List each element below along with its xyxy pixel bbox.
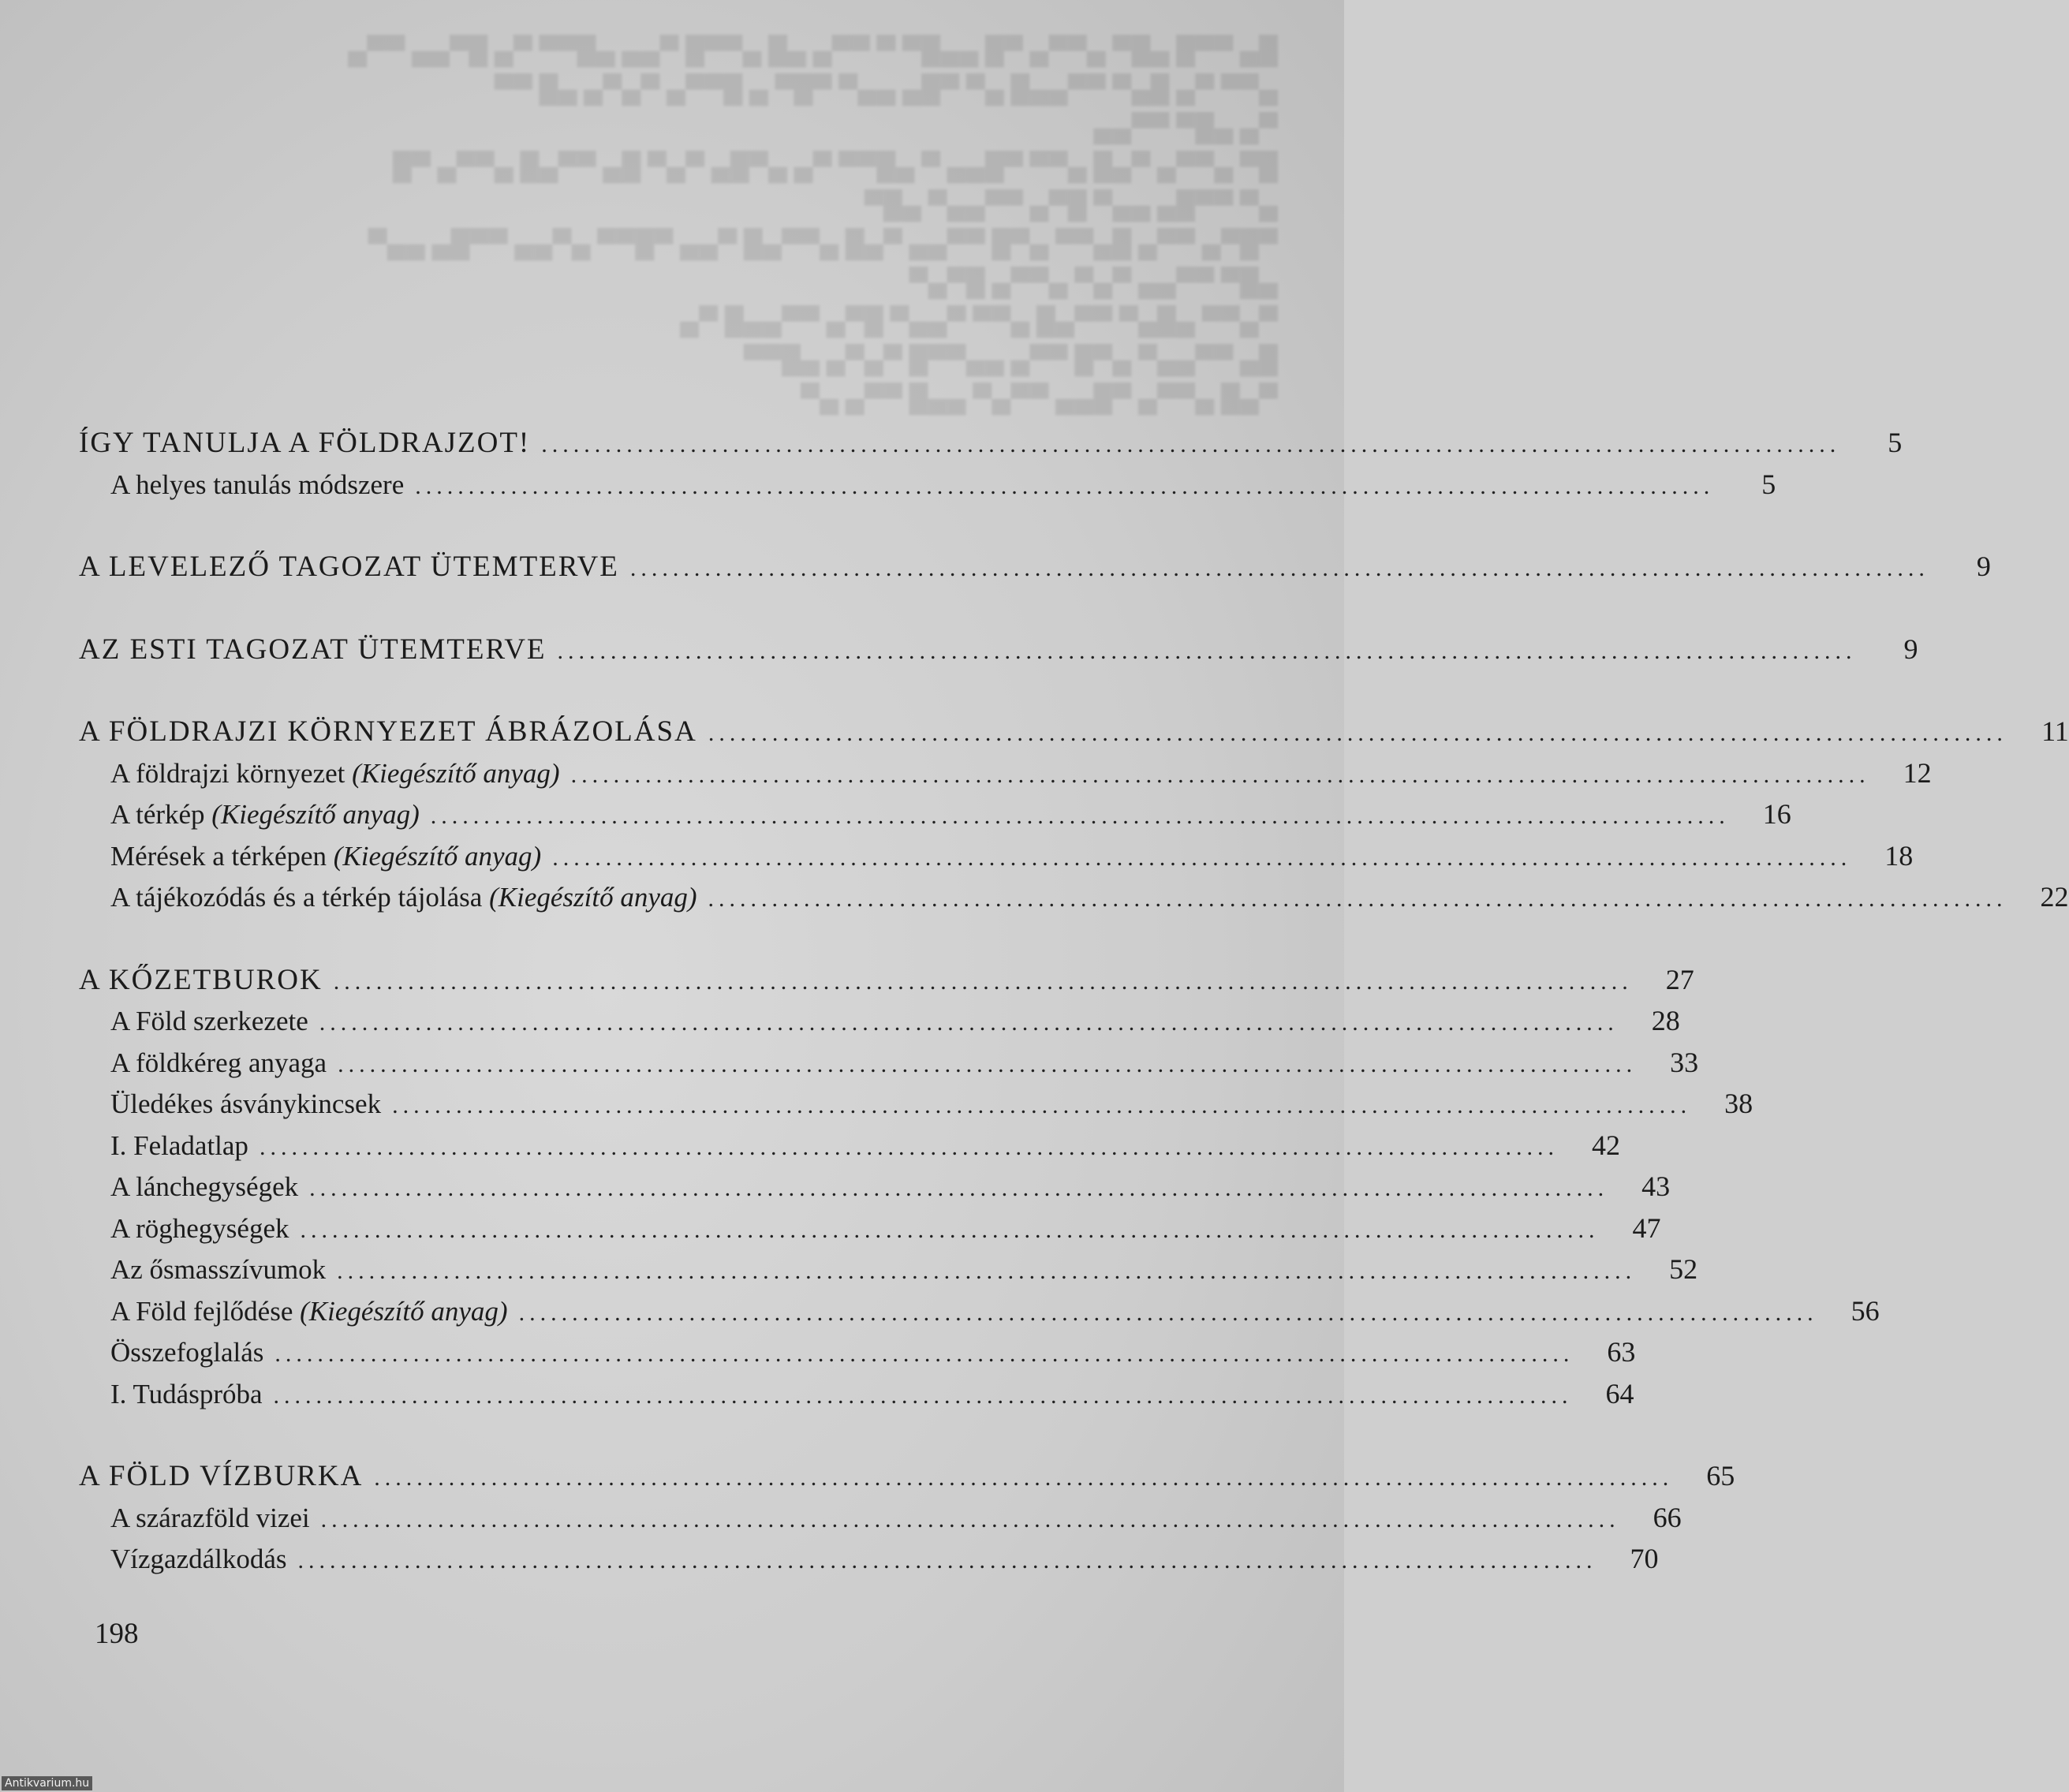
toc-item-title: I. Feladatlap <box>110 1129 248 1161</box>
dot-leader: .......................................................................................................................... <box>557 637 1857 664</box>
toc-item[interactable] <box>79 756 1932 798</box>
toc-item-title: A földkéreg anyaga <box>110 1047 327 1078</box>
toc-item-title: Üledékes ásványkincsek <box>110 1088 382 1119</box>
toc-item-title: A röghegységek <box>110 1212 289 1244</box>
toc-item[interactable] <box>79 880 2069 922</box>
dot-leader: .......................................................................................................................... <box>708 886 2007 912</box>
toc-section-title: A KŐZETBUROK <box>79 963 323 996</box>
dot-leader: .......................................................................................................................... <box>541 431 1841 457</box>
dot-leader: .......................................................................................................................... <box>319 1010 1619 1036</box>
watermark: Antikvarium.hu <box>2 1776 92 1790</box>
toc-section-geographic-environment[interactable] <box>79 715 2069 756</box>
toc-item-title: Összefoglalás <box>110 1337 264 1368</box>
dot-leader: .......................................................................................................................... <box>374 1465 1674 1491</box>
supplementary-note: (Kiegészítő anyag) <box>333 840 542 872</box>
dot-leader: .......................................................................................................................... <box>430 803 1730 829</box>
toc-page-number: 28 <box>1651 1005 1680 1036</box>
toc-item[interactable] <box>79 1087 1753 1129</box>
toc-item[interactable] <box>79 839 1914 881</box>
toc-section-title: AZ ESTI TAGOZAT ÜTEMTERVE <box>79 633 547 666</box>
toc-item[interactable] <box>79 1253 1698 1294</box>
toc-page-number: 11 <box>2041 715 2069 747</box>
table-of-contents <box>79 426 2069 1584</box>
dot-leader: .......................................................................................................................... <box>415 472 1715 499</box>
toc-section-correspondence-schedule[interactable] <box>79 550 1991 592</box>
toc-section-lithosphere[interactable] <box>79 963 1694 1005</box>
toc-section-learning[interactable] <box>79 426 1903 468</box>
toc-section-evening-schedule[interactable] <box>79 633 1918 674</box>
dot-leader: .......................................................................................................................... <box>274 1341 1574 1367</box>
dot-leader: .......................................................................................................................... <box>309 1175 1609 1201</box>
dot-leader: .......................................................................................................................... <box>337 1258 1637 1284</box>
supplementary-note: (Kiegészítő anyag) <box>211 799 420 830</box>
toc-item[interactable] <box>79 1542 1659 1584</box>
toc-section-title: A FÖLDRAJZI KÖRNYEZET ÁBRÁZOLÁSA <box>79 715 697 748</box>
toc-page-number: 16 <box>1762 798 1791 830</box>
dot-leader: .......................................................................................................................... <box>552 844 1852 871</box>
dot-leader: .......................................................................................................................... <box>392 1092 1692 1118</box>
toc-page-number: 43 <box>1641 1170 1671 1202</box>
toc-page-number: 66 <box>1653 1501 1682 1533</box>
toc-page-number: 42 <box>1591 1129 1620 1161</box>
toc-page-number: 63 <box>1607 1336 1636 1368</box>
toc-item-title: A Föld szerkezete <box>110 1006 308 1036</box>
dot-leader: .......................................................................................................................... <box>297 1547 1597 1574</box>
toc-page-number: 9 <box>1976 551 1991 582</box>
toc-item[interactable] <box>79 1129 1620 1170</box>
toc-page-number: 64 <box>1605 1377 1634 1409</box>
show-through-text: █▄ ▀▀█ ▄█▀ ▄▀▀▄ ▀█ ▄▄█▀ ▀ ▀▀▄ ▄█ ▄▀▀█ ▀▄▄ ▄█▀▀ ▀▄ █▀▄▄ ▀▀▄ ▄▀▀ ▀▄ █▄▀ ▀▀▄▄█ ▄▀ ▀█▄ ▄▄▀ ▀█▀ ▄ █▀▀▄ ▀▄▀▄ ▄█ ▀▀ ▀▄ ▄█▀ ▀▀▄▄ █▀ ▄▀▀▄ ▀▄█ ▄▀▀ ▀█▄▄ ▀ ▄█▀▀ ▀▄ ▄▀█▄ ▀▄▀ █▄ ▀▀▄█ ▄▀▀▄ ▀█ ▄▀ ▀▀█▄ ▄▄▀ █▀▄ ▀▀▄▄▀ ▄█▀ ▀█▀▄ ▀▀▄ █▄▀▀ ▄▀█ ▀▀▄▄ ▀▄█ ▄▀▀▄█ ▀▄▄ ▀█▀▀ ▄▀▄▄ ▀▀█▄ ▄▄▀ ▄█▀ ▀▀▄▄ ▀▄▀ ▄▀▀▄ █▀▄▀ ▀▄▀▀ ▄█▄▀ ▀▀▄█ ▄▀▀ ▀▄▄▀ █▀▄ ▀▀▄▄█ ▀▄ █▄ ▀▀▄▄▀ ▄▀█ ▀▀▄ ▄▄▀▀█ ▀▄▀▄ ▄█▀▀ ▀▄█ ▄▀▀▄ ▀█▄▄ ▀▀▄▀ ▄▄█ ▀▀▄ ▄▀ <box>348 36 1278 413</box>
toc-item[interactable] <box>79 797 1791 839</box>
toc-page-number: 56 <box>1851 1294 1880 1327</box>
toc-item[interactable] <box>79 1004 1680 1046</box>
toc-item-title: I. Tudáspróba <box>110 1378 263 1409</box>
toc-item-title: Mérések a térképen (Kiegészítő anyag) <box>110 840 542 872</box>
toc-item-title: A térkép (Kiegészítő anyag) <box>110 799 420 830</box>
toc-page-number: 27 <box>1665 963 1694 995</box>
dot-leader: .......................................................................................................................... <box>273 1382 1573 1409</box>
toc-item[interactable] <box>79 1501 1682 1543</box>
dot-leader: .......................................................................................................................... <box>338 1051 1638 1077</box>
toc-item[interactable] <box>79 1294 1880 1336</box>
toc-item[interactable] <box>79 1211 1661 1253</box>
toc-page-number: 70 <box>1630 1543 1659 1574</box>
dot-leader: .......................................................................................................................... <box>259 1133 1559 1160</box>
toc-item[interactable] <box>79 1046 1699 1088</box>
supplementary-note: (Kiegészítő anyag) <box>489 882 697 913</box>
toc-item[interactable] <box>79 1335 1636 1377</box>
toc-item[interactable] <box>79 468 1776 510</box>
page-number: 198 <box>95 1618 139 1650</box>
toc-page-number: 65 <box>1706 1460 1735 1491</box>
dot-leader: .......................................................................................................................... <box>708 720 2007 746</box>
toc-section-title: A LEVELEZŐ TAGOZAT ÜTEMTERVE <box>79 551 619 583</box>
toc-page-number: 5 <box>1761 468 1776 500</box>
supplementary-note: (Kiegészítő anyag) <box>352 757 560 789</box>
supplementary-note: (Kiegészítő anyag) <box>300 1295 508 1327</box>
dot-leader: .......................................................................................................................... <box>570 761 1870 788</box>
toc-item-title: A helyes tanulás módszere <box>110 469 405 500</box>
dot-leader: .......................................................................................................................... <box>300 1216 1600 1243</box>
toc-page-number: 18 <box>1884 839 1914 872</box>
toc-item-title: Az ősmasszívumok <box>110 1254 327 1285</box>
toc-section-title: ÍGY TANULJA A FÖLDRAJZOT! <box>79 427 531 459</box>
toc-page-number: 5 <box>1888 427 1903 458</box>
dot-leader: .......................................................................................................................... <box>518 1299 1818 1326</box>
toc-page-number: 12 <box>1903 756 1932 789</box>
dot-leader: .......................................................................................................................... <box>629 555 1929 581</box>
toc-page-number: 47 <box>1632 1211 1661 1244</box>
toc-item-title: Vízgazdálkodás <box>110 1544 287 1574</box>
toc-item[interactable] <box>79 1377 1634 1419</box>
toc-page-number: 38 <box>1724 1088 1753 1119</box>
toc-page-number: 22 <box>2040 881 2069 913</box>
toc-page-number: 52 <box>1669 1253 1698 1285</box>
toc-page-number: 33 <box>1670 1046 1699 1078</box>
toc-page-number: 9 <box>1903 633 1918 665</box>
toc-item-title: A szárazföld vizei <box>110 1502 310 1533</box>
dot-leader: .......................................................................................................................... <box>333 968 1633 995</box>
toc-item-title: A lánchegységek <box>110 1171 299 1202</box>
toc-item-title: A földrajzi környezet (Kiegészítő anyag) <box>110 757 560 789</box>
toc-item[interactable] <box>79 1170 1671 1211</box>
toc-item-title: A tájékozódás és a térkép tájolása (Kiegészítő anyag) <box>110 882 697 913</box>
toc-item-title: A Föld fejlődése (Kiegészítő anyag) <box>110 1295 508 1327</box>
toc-section-title: A FÖLD VÍZBURKA <box>79 1460 364 1492</box>
toc-section-hydrosphere[interactable] <box>79 1459 1735 1501</box>
dot-leader: .......................................................................................................................... <box>320 1506 1620 1533</box>
